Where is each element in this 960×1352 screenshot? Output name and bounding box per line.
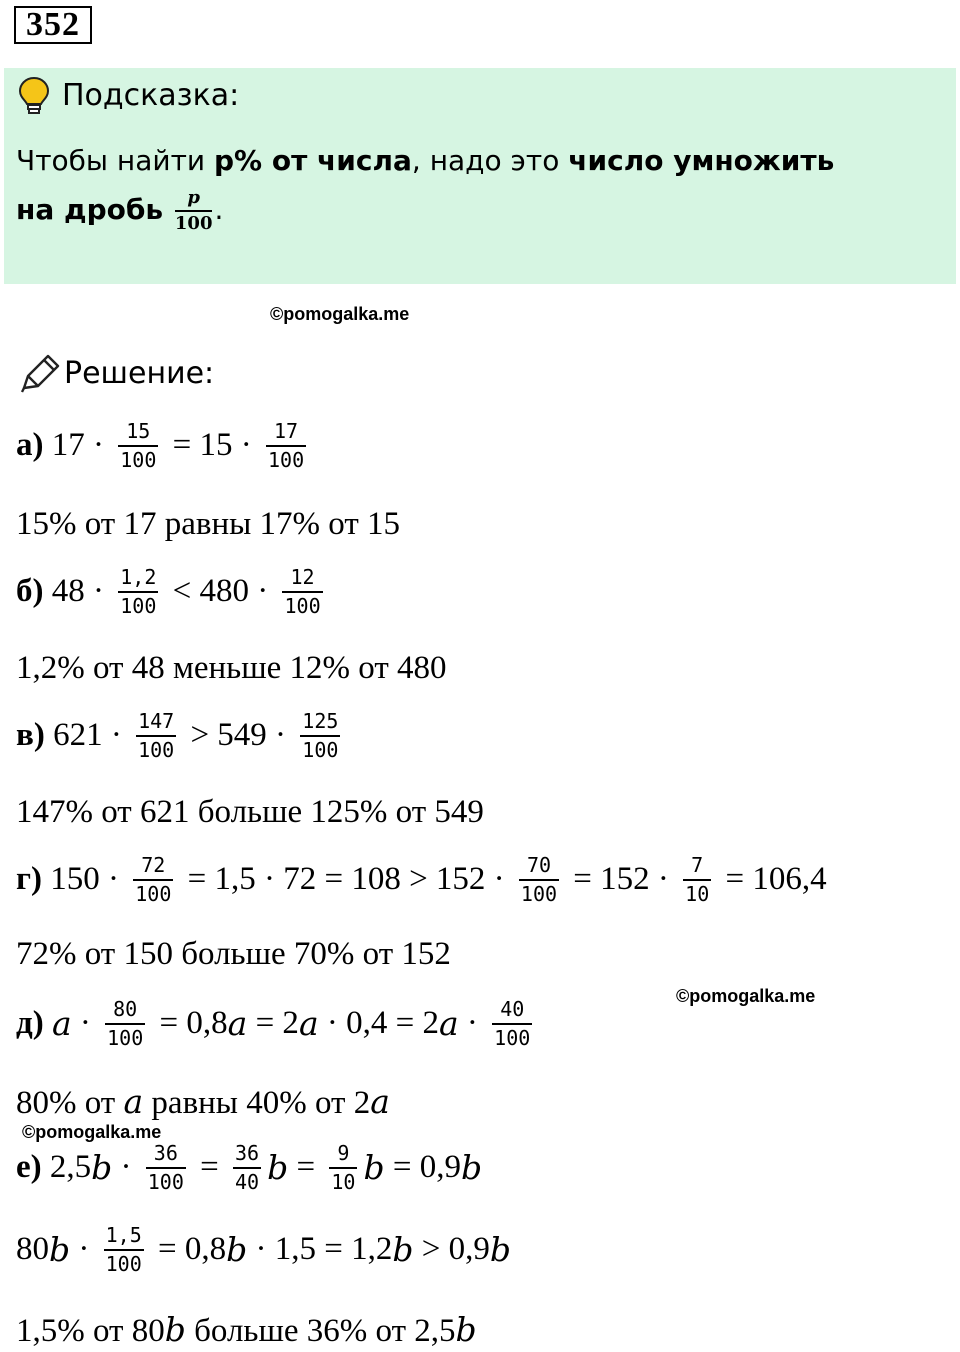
denominator: 100 [267, 448, 305, 472]
variable-a: a [370, 1082, 390, 1121]
math-text: > 0,9 [413, 1231, 490, 1267]
fraction [300, 710, 340, 761]
denominator: 100 [494, 1026, 531, 1050]
part-d-equation [16, 998, 538, 1049]
fraction [233, 1142, 261, 1193]
math-text: = 0,8 [149, 1231, 227, 1267]
watermark: ©pomogalka.me [270, 304, 410, 324]
numerator: 36 [153, 1141, 178, 1165]
fraction [492, 998, 532, 1049]
part-label: д) [16, 1005, 44, 1041]
part-a-conclusion: 15% от 17 равны 17% от 15 [16, 506, 401, 542]
part-d-conclusion [16, 1082, 390, 1122]
part-b-conclusion: 1,2% от 48 меньше 12% от 480 [16, 650, 447, 686]
part-label: а) [16, 427, 44, 463]
fraction-denominator: 100 [174, 213, 213, 234]
hint-line-1 [16, 144, 834, 177]
part-label: г) [16, 861, 42, 897]
fraction [683, 854, 711, 905]
variable-b: b [392, 1230, 414, 1269]
denominator: 100 [520, 882, 558, 906]
watermark: ©pomogalka.me [22, 1122, 162, 1142]
fraction [104, 1224, 144, 1275]
math-text: = 0,9 [384, 1149, 461, 1185]
part-label: б) [16, 573, 44, 609]
denominator: 100 [105, 1252, 142, 1276]
math-text: · [70, 1231, 98, 1267]
conclusion-text: 80% от [16, 1085, 124, 1121]
math-text: · [458, 1005, 487, 1041]
problem-number: 352 [14, 6, 92, 44]
lightbulb-icon [18, 76, 50, 116]
part-v-conclusion: 147% от 621 больше 125% от 549 [16, 794, 484, 830]
part-v-equation [16, 710, 346, 761]
denominator: 100 [302, 738, 339, 762]
variable-b: b [226, 1230, 248, 1269]
math-text: 621 · [44, 717, 131, 753]
fraction [118, 420, 158, 471]
fraction [329, 1142, 357, 1193]
math-text: 17 · [43, 427, 113, 463]
part-e-conclusion [16, 1310, 477, 1350]
variable-a: a [298, 1004, 319, 1043]
fraction [105, 998, 145, 1049]
denominator: 100 [147, 1170, 184, 1194]
variable-a: a [51, 1004, 72, 1043]
denominator: 100 [120, 448, 157, 472]
numerator: 1,2 [120, 565, 157, 589]
math-text: · 0,4 = 2 [318, 1005, 439, 1041]
math-text: 80 [16, 1231, 49, 1267]
hint-bold-1: p% от числа [213, 144, 412, 177]
part-e-line-2 [16, 1224, 511, 1275]
fraction-numerator: p [187, 187, 200, 208]
hint-text-2: , надо это [411, 144, 569, 177]
variable-b: b [49, 1230, 71, 1269]
numerator: 72 [141, 853, 166, 877]
variable-b: b [489, 1230, 511, 1269]
math-text: = 2 [247, 1005, 299, 1041]
hint-title: Подсказка: [62, 78, 240, 113]
fraction [282, 566, 322, 617]
part-g-conclusion: 72% от 150 больше 70% от 152 [16, 936, 451, 972]
math-text: = [288, 1149, 324, 1185]
part-label: в) [16, 717, 45, 753]
hint-bold-3: на дробь [16, 193, 173, 226]
denominator: 10 [331, 1170, 356, 1194]
solution-title: Решение: [64, 356, 215, 391]
math-text: 48 · [43, 573, 113, 609]
math-text: · [71, 1005, 100, 1041]
numerator: 1,5 [105, 1223, 142, 1247]
denominator: 10 [685, 882, 710, 906]
fraction [146, 1142, 186, 1193]
watermark: ©pomogalka.me [676, 986, 816, 1006]
variable-b: b [267, 1148, 289, 1187]
math-text: · 1,5 = 1,2 [247, 1231, 393, 1267]
variable-a: a [438, 1004, 459, 1043]
numerator: 147 [138, 709, 175, 733]
fraction [133, 854, 173, 905]
math-text: 150 · [41, 861, 128, 897]
denominator: 40 [235, 1170, 260, 1194]
numerator: 36 [235, 1141, 260, 1165]
numerator: 125 [302, 709, 339, 733]
math-text: = 152 · [565, 861, 678, 897]
variable-a: a [227, 1004, 248, 1043]
math-text: = [191, 1149, 228, 1185]
numerator: 7 [691, 853, 704, 877]
fraction [136, 710, 176, 761]
hint-bold-2: число умножить [568, 144, 835, 177]
math-text: · [112, 1149, 140, 1185]
math-text: < 480 · [164, 573, 277, 609]
numerator: 80 [113, 997, 138, 1021]
conclusion-text: больше 36% от 2,5 [185, 1313, 456, 1349]
variable-b: b [363, 1148, 385, 1187]
fraction [266, 420, 306, 471]
part-b-equation [16, 566, 329, 617]
conclusion-text: 1,5% от 80 [16, 1313, 165, 1349]
part-e-equation [16, 1142, 482, 1193]
math-text: = 15 · [164, 427, 260, 463]
part-label: е) [16, 1149, 42, 1185]
fraction [118, 566, 158, 617]
math-text: = 1,5 · 72 = 108 > 152 · [179, 861, 513, 897]
variable-b: b [91, 1148, 113, 1187]
hint-line-2 [16, 188, 223, 234]
denominator: 100 [284, 594, 321, 618]
part-g-equation [16, 854, 827, 905]
numerator: 17 [274, 419, 299, 443]
numerator: 40 [500, 997, 525, 1021]
math-text: = 0,8 [151, 1005, 228, 1041]
numerator: 9 [337, 1141, 350, 1165]
variable-b: b [164, 1310, 186, 1349]
hint-text-1: Чтобы найти [16, 144, 214, 177]
variable-b: b [460, 1148, 483, 1187]
pencil-icon [18, 354, 60, 394]
denominator: 100 [107, 1026, 144, 1050]
numerator: 15 [126, 419, 151, 443]
math-text: 2,5 [41, 1149, 92, 1185]
variable-a: a [123, 1082, 144, 1121]
numerator: 12 [290, 565, 315, 589]
math-text: > 549 · [182, 717, 295, 753]
math-text: = 106,4 [717, 861, 827, 897]
denominator: 100 [138, 738, 175, 762]
variable-b: b [455, 1310, 477, 1349]
numerator: 70 [526, 853, 552, 877]
hint-text-end: . [214, 193, 224, 226]
denominator: 100 [135, 882, 172, 906]
fraction [519, 854, 559, 905]
hint-fraction [175, 188, 213, 234]
denominator: 100 [120, 594, 157, 618]
conclusion-text: равны 40% от 2 [143, 1085, 371, 1121]
part-a-equation [16, 420, 312, 471]
